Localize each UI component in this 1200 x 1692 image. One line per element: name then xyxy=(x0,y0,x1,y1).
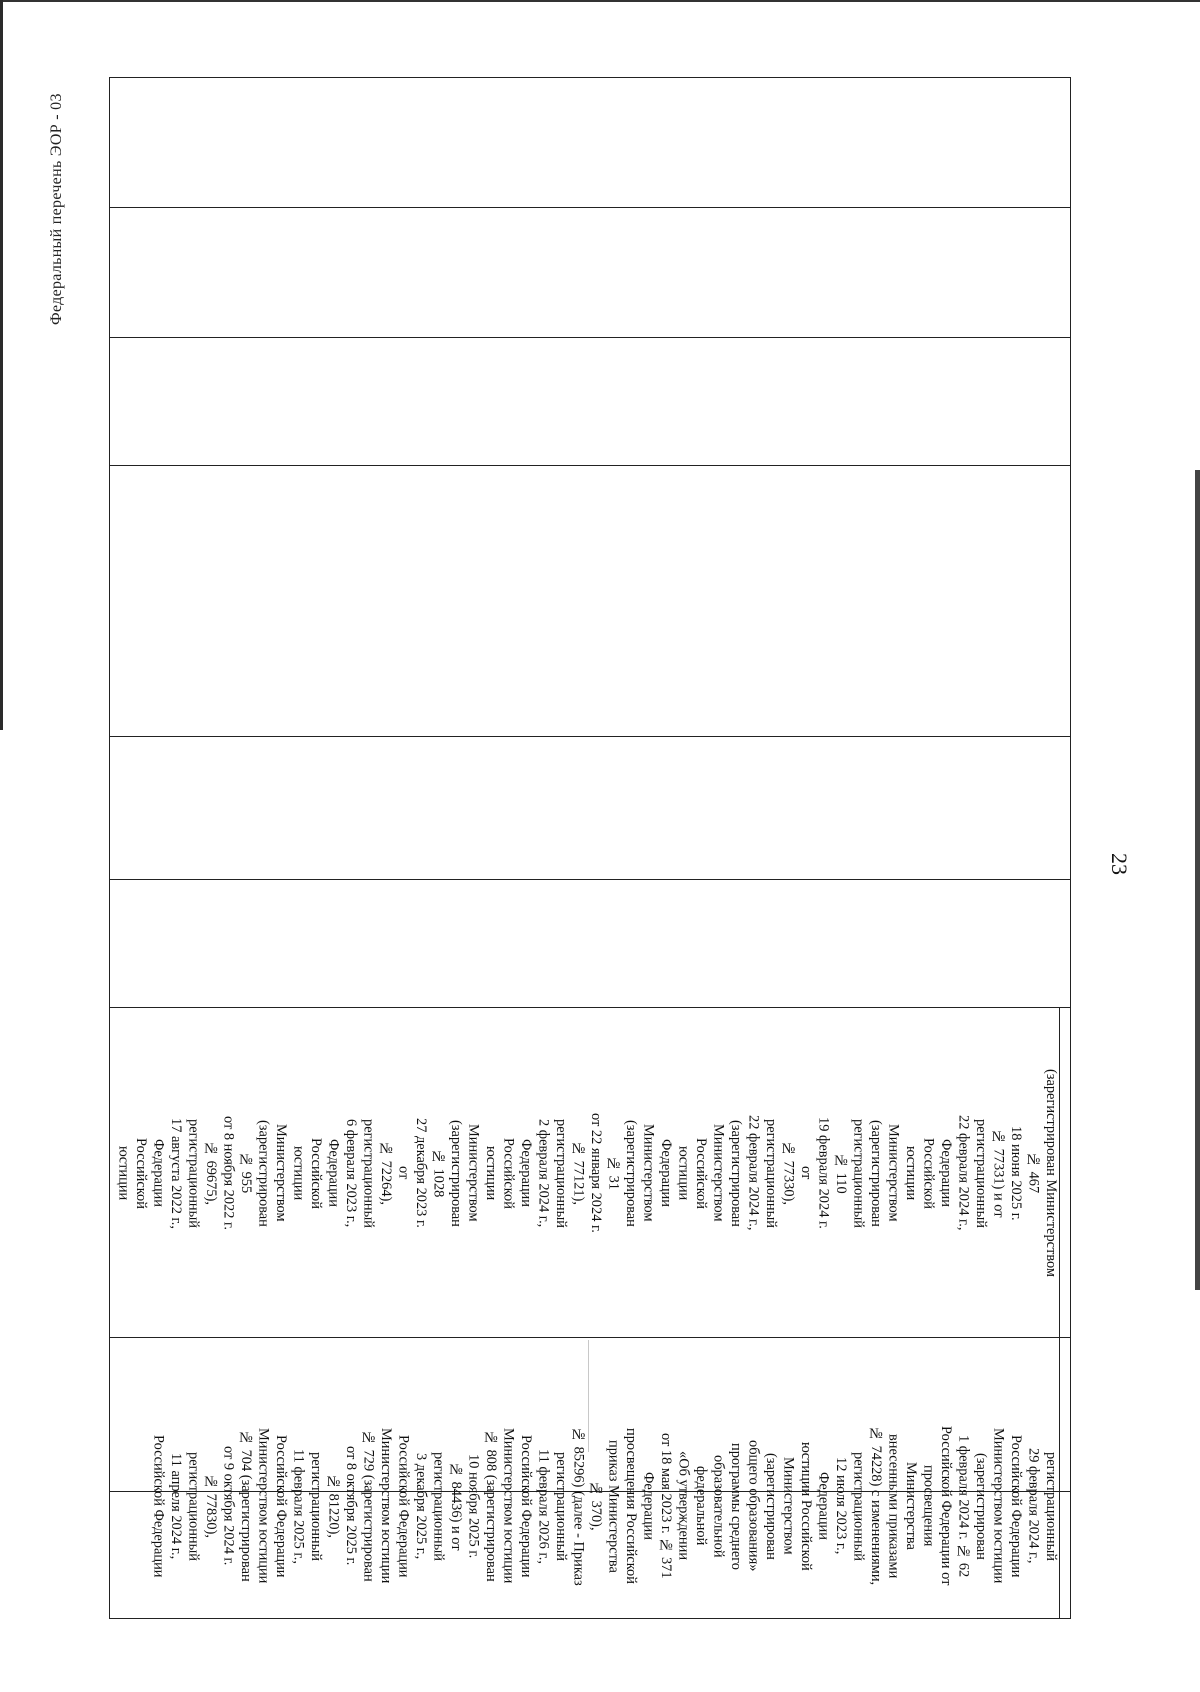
cell-text-line: № 74228) с изменениями, xyxy=(868,1426,884,1586)
cell-text-line: регистрационный xyxy=(185,1118,202,1228)
cell-text-line: № 955 xyxy=(238,1152,254,1194)
cell-text-line: 29 февраля 2024 г., xyxy=(1025,1448,1042,1564)
cell-text-line: 10 ноября 2025 г. xyxy=(465,1453,482,1559)
cell-text-line: № 77330), xyxy=(780,1141,797,1205)
cell-text-line: Федерации xyxy=(150,1139,167,1207)
page-number: 23 xyxy=(1107,853,1132,875)
cell-text-line: Российской Федерации xyxy=(518,1434,534,1578)
cell-text-line: общего образования» xyxy=(745,1440,762,1572)
cell-text-line: (зарегистрирован xyxy=(868,1119,884,1227)
cell-text-line: (зарегистрирован Министерством xyxy=(1043,1068,1059,1278)
cell-text-line: Министерства xyxy=(903,1462,919,1550)
cell-text-line: № 77830), xyxy=(203,1474,219,1538)
cell-text-line: юстиции Российской xyxy=(798,1441,814,1571)
cell-text-line: 17 августа 2022 г., xyxy=(168,1117,184,1229)
cell-text-line: юстиции xyxy=(903,1145,919,1201)
table-row-divider xyxy=(109,207,1071,208)
cell-text-line: Российской Федерации xyxy=(273,1434,289,1578)
cell-text-line: внесенными приказами xyxy=(885,1433,902,1579)
table-row-divider xyxy=(109,736,1071,737)
cell-text-line: Министерством юстиции xyxy=(990,1428,1007,1584)
cell-text-line: регистрационный xyxy=(1043,1451,1059,1561)
cell-text-line: от xyxy=(798,1166,814,1180)
cell-text-line: приказ Министерства xyxy=(605,1439,622,1573)
cell-text-line: № 84436) и от xyxy=(448,1461,464,1551)
cell-text-line: № 808 (зарегистрирован xyxy=(483,1430,499,1582)
cell-text-line: просвещения xyxy=(920,1465,937,1547)
cell-text-line: юстиции xyxy=(115,1145,132,1201)
cell-text-line: № 77121), xyxy=(570,1141,587,1205)
cell-text-line: 2 февраля 2024 г., xyxy=(535,1118,552,1228)
cell-text-line: Министерством юстиции xyxy=(500,1428,517,1584)
cell-text-line: образовательной xyxy=(710,1454,727,1558)
cell-text-line: № 704 (зарегистрирован xyxy=(238,1430,254,1582)
cell-text-line: 18 июня 2025 г. xyxy=(1008,1125,1024,1221)
cell-text-line: Федерации xyxy=(640,1472,657,1540)
scan-edge-left xyxy=(0,0,3,730)
cell-text-line: от 8 октября 2025 г. xyxy=(343,1446,359,1566)
cell-text-line: Федерации xyxy=(815,1472,832,1540)
scan-edge-top xyxy=(0,0,1200,2)
cell-text-line: (зарегистрирован xyxy=(623,1119,639,1227)
cell-text-line: юстиции xyxy=(290,1145,307,1201)
cell-text-line: Федерации xyxy=(938,1139,954,1207)
cell-text-line: (зарегистрирован xyxy=(763,1452,779,1560)
cell-text-line: регистрационный xyxy=(308,1451,324,1561)
cell-text-line: от 22 января 2024 г. xyxy=(588,1113,604,1233)
cell-text-line: федеральной xyxy=(693,1466,709,1546)
cell-text-line: 3 декабря 2025 г., xyxy=(413,1452,429,1560)
cell-text-line: Российской xyxy=(308,1137,324,1209)
cell-text-line: просвещения Российской xyxy=(623,1428,639,1584)
cell-text-line: № 85296) (далее - Приказ xyxy=(570,1426,587,1586)
cell-text-line: 22 февраля 2024 г., xyxy=(745,1115,762,1231)
cell-text-line: 1 февраля 2024 г. № 62 xyxy=(955,1434,972,1578)
scan-edge-right xyxy=(1195,470,1200,1290)
cell-text-line: 11 февраля 2025 г., xyxy=(290,1448,307,1564)
cell-text-line: № 72264), xyxy=(378,1141,394,1205)
cell-text-line: Министерством xyxy=(273,1124,289,1222)
cell-text-line: регистрационный xyxy=(850,1451,867,1561)
cell-text-line: (зарегистрирован xyxy=(728,1119,744,1227)
table-column-divider xyxy=(1059,1007,1060,1619)
cell-text-line: «Об утверждении xyxy=(675,1451,692,1561)
cell-text-line: Министерством xyxy=(640,1124,657,1222)
cell-text-line: Российской xyxy=(500,1137,517,1209)
cell-text-line: № 1028 xyxy=(430,1148,447,1198)
cell-text-line: регистрационный xyxy=(553,1451,569,1561)
cell-text-line: № 81220), xyxy=(325,1474,342,1538)
cell-text-line: (зарегистрирован xyxy=(255,1119,272,1227)
cell-text-line: от 18 мая 2023 г. № 371 xyxy=(658,1433,674,1579)
cell-text-line: № 77331) и от xyxy=(990,1128,1007,1218)
cell-text-line: Федерации xyxy=(325,1139,342,1207)
document-footer-label: Федеральный перечень ЭОР - 03 xyxy=(48,93,65,325)
cell-text-line: регистрационный xyxy=(553,1118,569,1228)
cell-text-line: Российской xyxy=(133,1137,149,1209)
table-row-divider xyxy=(109,465,1071,466)
cell-text-line: № 69675), xyxy=(203,1141,219,1205)
cell-text-line: Российской Федерации xyxy=(395,1434,412,1578)
cell-text-line: юстиции xyxy=(483,1145,499,1201)
cell-text-line: от 8 ноября 2022 г. xyxy=(220,1116,237,1230)
table-row-divider xyxy=(109,1007,1071,1008)
cell-text-line: Российской xyxy=(693,1137,709,1209)
cell-text-line: Российской Федерации xyxy=(1008,1434,1024,1578)
cell-text-line: Российской Федерации xyxy=(150,1434,167,1578)
cell-text-line: Министерством юстиции xyxy=(378,1428,394,1584)
cell-text-line: регистрационный xyxy=(850,1118,867,1228)
cell-text-line: (зарегистрирован xyxy=(973,1452,989,1560)
cell-text-line: регистрационный xyxy=(763,1118,779,1228)
cell-text-line: Министерством xyxy=(465,1124,482,1222)
cell-text-line: регистрационный xyxy=(430,1451,447,1561)
cell-text-line: программы среднего xyxy=(728,1442,744,1570)
cell-text-line: 27 декабря 2023 г. xyxy=(413,1118,429,1228)
cell-text-line: 6 февраля 2023 г., xyxy=(343,1118,359,1228)
cell-text-line: 12 июля 2023 г., xyxy=(833,1457,849,1555)
table-cell-order-references xyxy=(111,1340,1059,1672)
cell-text-line: Министерством юстиции xyxy=(255,1428,272,1584)
cell-text-line: регистрационный xyxy=(973,1118,989,1228)
cell-text-line: Министерством xyxy=(710,1124,727,1222)
table-row-divider xyxy=(109,337,1071,338)
cell-text-line: (зарегистрирован xyxy=(448,1119,464,1227)
cell-text-line: Федерации xyxy=(518,1139,534,1207)
table-row-divider xyxy=(109,1337,1071,1338)
cell-text-line: регистрационный xyxy=(360,1118,377,1228)
cell-text-line: от 9 октября 2024 г. xyxy=(220,1446,237,1566)
cell-text-line: Федерации xyxy=(658,1139,674,1207)
cell-text-line: № 31 xyxy=(605,1156,622,1190)
cell-text-line: от xyxy=(395,1166,412,1180)
cell-text-line: 22 февраля 2024 г., xyxy=(955,1115,972,1231)
cell-text-line: № 110 xyxy=(833,1152,849,1194)
cell-text-line: 11 апреля 2024 г., xyxy=(168,1452,184,1560)
cell-text-line: регистрационный xyxy=(185,1451,202,1561)
cell-text-line: юстиции xyxy=(675,1145,692,1201)
cell-text-line: № 729 (зарегистрирован xyxy=(360,1430,377,1582)
cell-text-line: 11 февраля 2026 г., xyxy=(535,1448,552,1564)
cell-text-line: Министерством xyxy=(885,1124,902,1222)
cell-text-line: № 467 xyxy=(1025,1152,1042,1194)
cell-text-line: Российской xyxy=(920,1137,937,1209)
cell-text-line: № 370), xyxy=(588,1481,604,1531)
cell-text-line: Российской Федерации от xyxy=(938,1426,954,1586)
cell-text-line: Министерством xyxy=(780,1457,797,1555)
table-cell-registration-dates xyxy=(111,1009,1059,1337)
table-row-divider xyxy=(109,879,1071,880)
cell-text-line: 19 февраля 2024 г. xyxy=(815,1117,832,1229)
